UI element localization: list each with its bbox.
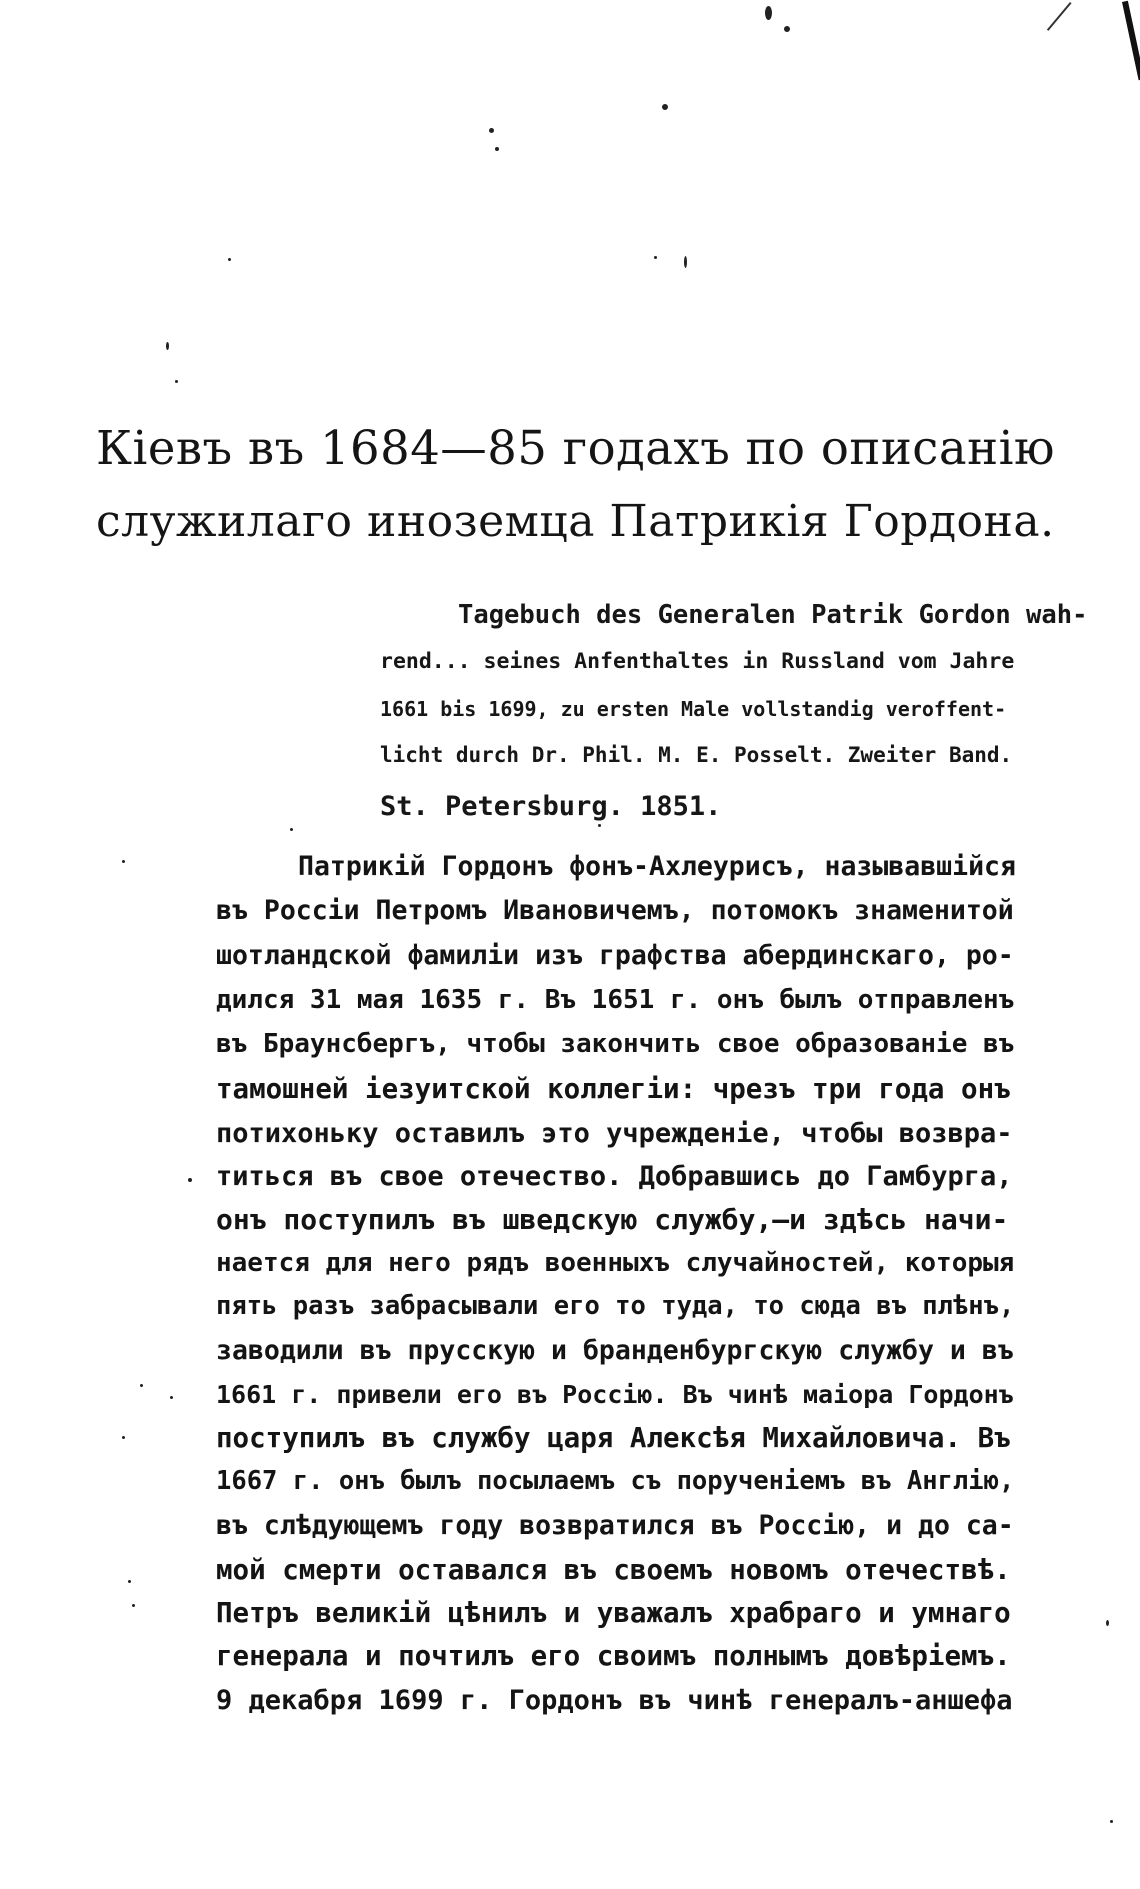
scan-speck xyxy=(662,104,668,110)
epigraph-line: Tagebuch des Generalen Patrik Gordon wah- xyxy=(458,600,1088,630)
scan-speck xyxy=(598,824,601,827)
scan-speck xyxy=(290,828,293,831)
body-text-line: тамошней іезуитской коллегіи: чрезъ три года онъ xyxy=(216,1073,1011,1105)
scan-speck xyxy=(122,1436,125,1439)
scan-speck xyxy=(132,1604,135,1607)
page-title-line-2: служилаго иноземца Патрикія Гордона. xyxy=(96,496,1055,547)
body-text-line: титься въ свое отечество. Добравшись до Гамбурга, xyxy=(216,1161,1013,1192)
body-text-line: Патрикій Гордонъ фонъ-Ахлеурисъ, называвшійся xyxy=(298,851,1016,882)
corner-mark xyxy=(1122,1,1140,80)
scan-speck xyxy=(128,1580,131,1583)
body-text-line: поступилъ въ службу царя Алексѣя Михайловича. Въ xyxy=(216,1422,1011,1454)
scan-speck xyxy=(175,380,178,383)
epigraph-line: 1661 bis 1699, zu ersten Male vollstandig veroffent- xyxy=(380,697,1007,721)
body-text-line: нается для него рядъ военныхъ случайностей, которыя xyxy=(216,1248,1015,1278)
body-text-line: потихоньку оставилъ это учрежденіе, чтобы возвра- xyxy=(216,1118,1013,1149)
scan-speck xyxy=(170,1396,173,1399)
body-text-line: пять разъ забрасывали его то туда, то сюда въ плѣнъ, xyxy=(216,1291,1015,1321)
body-text-line: мой смерти оставался въ своемъ новомъ отечествѣ. xyxy=(216,1554,1011,1586)
scan-speck xyxy=(495,147,499,151)
scan-speck xyxy=(684,256,687,268)
page-title-line-1: Кіевъ въ 1684—85 годахъ по описанію xyxy=(96,421,1055,475)
scan-speck xyxy=(166,342,169,350)
body-text-line: 1661 г. привели его въ Россію. Въ чинѣ маіора Гордонъ xyxy=(216,1380,1014,1409)
body-text-line: въ слѣдующемъ году возвратился въ Россію, и до са- xyxy=(216,1510,1014,1541)
body-text-line: 9 декабря 1699 г. Гордонъ въ чинѣ генералъ-аншефа xyxy=(216,1685,1013,1716)
scan-speck xyxy=(228,258,231,261)
body-text-line: въ Браунсбергъ, чтобы закончить свое образованіе въ xyxy=(216,1029,1015,1059)
scan-speck xyxy=(1106,1620,1109,1626)
scan-speck xyxy=(784,26,790,32)
epigraph-line: St. Petersburg. 1851. xyxy=(380,791,722,822)
epigraph-line: licht durch Dr. Phil. M. E. Posselt. Zweiter Band. xyxy=(380,743,1013,767)
body-text-line: 1667 г. онъ былъ посылаемъ съ порученіемъ въ Англію, xyxy=(216,1466,1015,1496)
body-text-line: шотландской фамиліи изъ графства абердинскаго, ро- xyxy=(216,940,1014,971)
body-text-line: онъ поступилъ въ шведскую службу,—и здѣсь начи- xyxy=(216,1203,1009,1236)
scan-speck xyxy=(1110,1820,1113,1823)
scan-speck xyxy=(122,860,125,863)
body-text-line: Петръ великій цѣнилъ и уважалъ храбраго и умнаго xyxy=(216,1597,1011,1629)
epigraph-line: rend... seines Anfenthaltes in Russland vom Jahre xyxy=(380,649,1015,674)
scan-speck xyxy=(654,256,657,259)
corner-mark xyxy=(1047,2,1072,31)
scan-speck xyxy=(188,1178,192,1182)
scan-speck xyxy=(140,1384,143,1387)
scan-speck xyxy=(765,6,772,20)
body-text-line: въ Россіи Петромъ Ивановичемъ, потомокъ знаменитой xyxy=(216,895,1014,926)
body-text-line: заводили въ прусскую и бранденбургскую службу и въ xyxy=(216,1335,1014,1366)
scan-speck xyxy=(489,128,494,133)
body-text-line: дился 31 мая 1635 г. Въ 1651 г. онъ былъ отправленъ xyxy=(216,985,1015,1015)
body-text-line: генерала и почтилъ его своимъ полнымъ довѣріемъ. xyxy=(216,1640,1011,1672)
